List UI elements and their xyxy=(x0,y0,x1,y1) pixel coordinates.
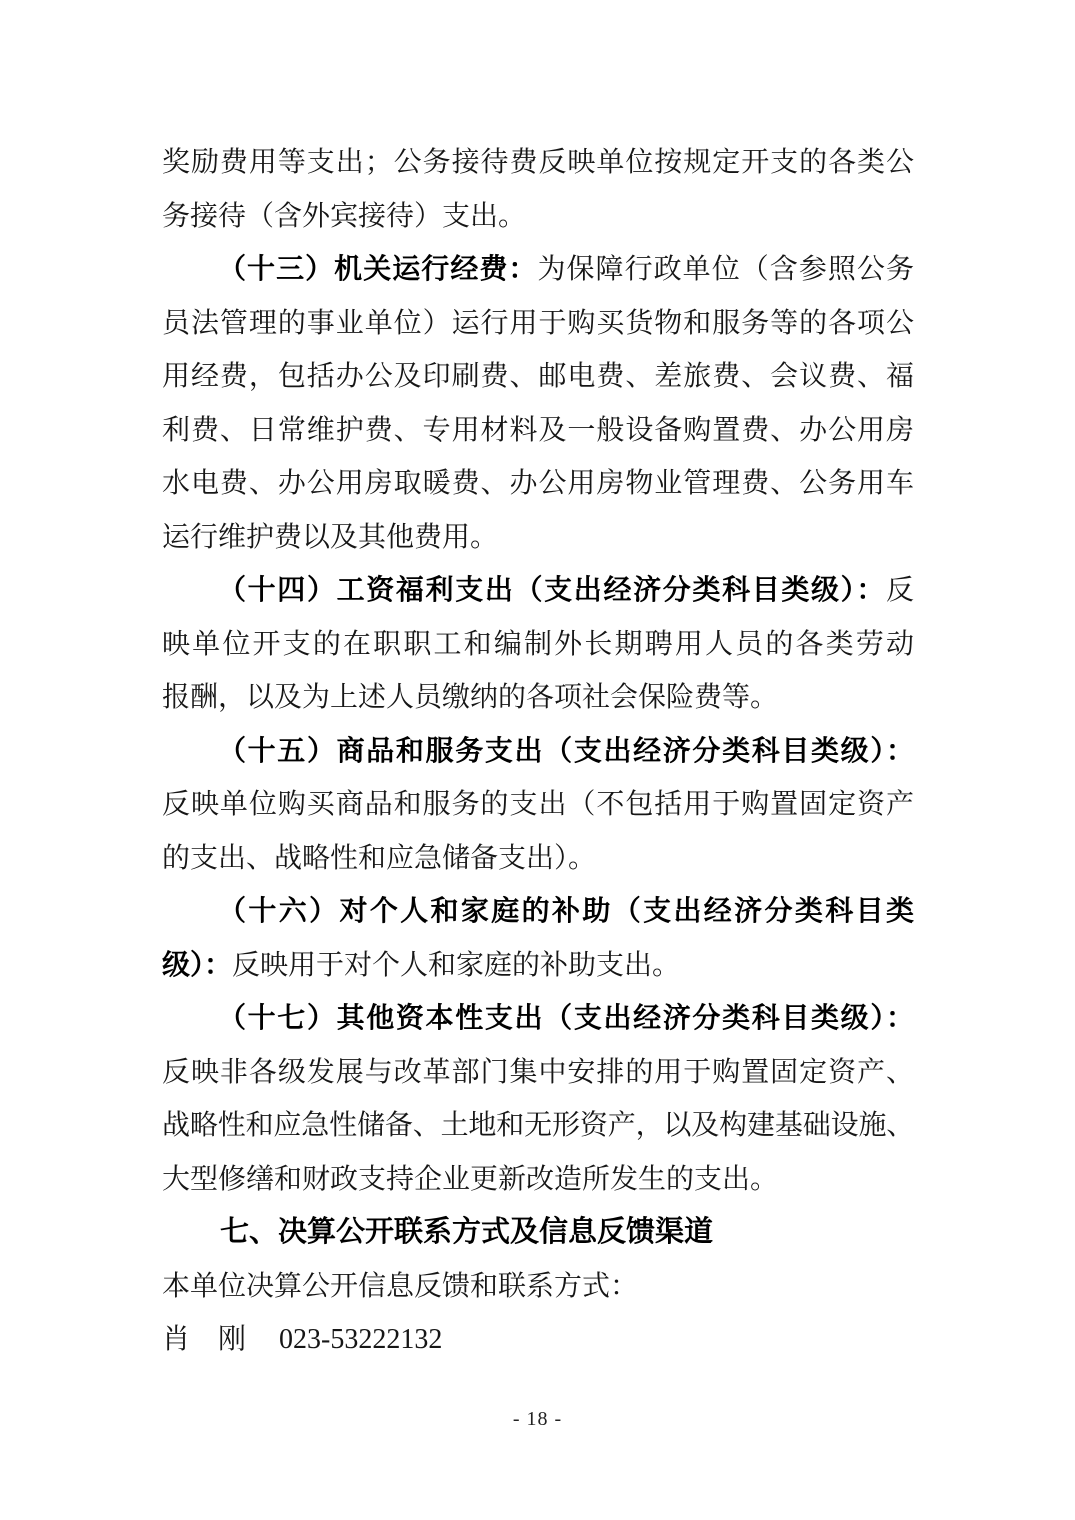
text-line-bold: （十七）其他资本性支出（支出经济分类科目类级）： xyxy=(218,1003,914,1034)
text-line xyxy=(162,190,914,244)
text-line xyxy=(162,457,914,511)
text-line xyxy=(162,885,914,939)
text-line xyxy=(162,832,914,886)
text-line-text: 水电费、办公用房取暖费、办公用房物业管理费、公务用车 xyxy=(162,468,914,499)
text-line-text: 映单位开支的在职职工和编制外长期聘用人员的各类劳动 xyxy=(162,628,914,660)
text-line-text: 用经费，包括办公及印刷费、邮电费、差旅费、会议费、福 xyxy=(162,361,914,392)
contact-intro: 本单位决算公开信息反馈和联系方式： xyxy=(162,1270,639,1302)
text-line xyxy=(162,1153,914,1207)
text-line-text: 反映非各级发展与改革部门集中安排的用于购置固定资产、 xyxy=(162,1056,914,1088)
text-line-text: 反映用于对个人和家庭的补助支出。 xyxy=(232,949,681,981)
text-line-bold: （十六）对个人和家庭的补助（支出经济分类科目类 xyxy=(218,896,914,927)
contact-line xyxy=(162,1313,914,1367)
text-line-text: 反映单位购买商品和服务的支出（不包括用于购置固定资产 xyxy=(162,789,914,820)
text-line xyxy=(162,297,914,351)
text-line-text: 大型修缮和财政支持企业更新改造所发生的支出。 xyxy=(162,1163,779,1195)
text-line-text: 运行维护费以及其他费用。 xyxy=(162,521,499,553)
text-line xyxy=(162,618,914,672)
text-line xyxy=(162,1099,914,1153)
contact-phone: 023-53222132 xyxy=(279,1324,443,1355)
page-number: - 18 - xyxy=(512,1408,563,1430)
text-line-text: 战略性和应急性储备、土地和无形资产，以及构建基础设施、 xyxy=(162,1110,914,1141)
text-line-text: 奖励费用等支出；公务接待费反映单位按规定开支的各类公 xyxy=(162,147,914,178)
document-body xyxy=(162,136,914,1367)
text-line-text: 员法管理的事业单位）运行用于购买货物和服务等的各项公 xyxy=(162,307,914,339)
text-line-bold: （十三）机关运行经费： xyxy=(218,254,538,285)
text-line xyxy=(162,564,914,618)
text-line xyxy=(162,350,914,404)
text-line-text: 反 xyxy=(885,575,914,606)
text-line xyxy=(162,1046,914,1100)
text-line xyxy=(162,136,914,190)
text-line xyxy=(162,404,914,458)
text-line-text: 为保障行政单位（含参照公务 xyxy=(537,254,914,285)
text-line-bold: 级）： xyxy=(162,949,233,981)
text-line-text: 报酬，以及为上述人员缴纳的各项社会保险费等。 xyxy=(162,682,779,713)
text-line xyxy=(162,511,914,565)
text-line-text: 利费、日常维护费、专用材料及一般设备购置费、办公用房 xyxy=(162,414,914,446)
text-line-bold: （十四）工资福利支出（支出经济分类科目类级）： xyxy=(218,575,886,606)
text-line xyxy=(162,992,914,1046)
contact-name: 肖 刚 xyxy=(162,1324,247,1355)
text-line-text: 务接待（含外宾接待）支出。 xyxy=(162,200,527,232)
text-line xyxy=(162,671,914,725)
text-line-text: 的支出、战略性和应急储备支出）。 xyxy=(162,842,597,874)
section-heading: 七、决算公开联系方式及信息反馈渠道 xyxy=(220,1216,714,1248)
text-line xyxy=(162,778,914,832)
text-line xyxy=(162,243,914,297)
text-line-bold: （十五）商品和服务支出（支出经济分类科目类级）： xyxy=(218,735,914,767)
text-line xyxy=(162,725,914,779)
text-line xyxy=(162,939,914,993)
